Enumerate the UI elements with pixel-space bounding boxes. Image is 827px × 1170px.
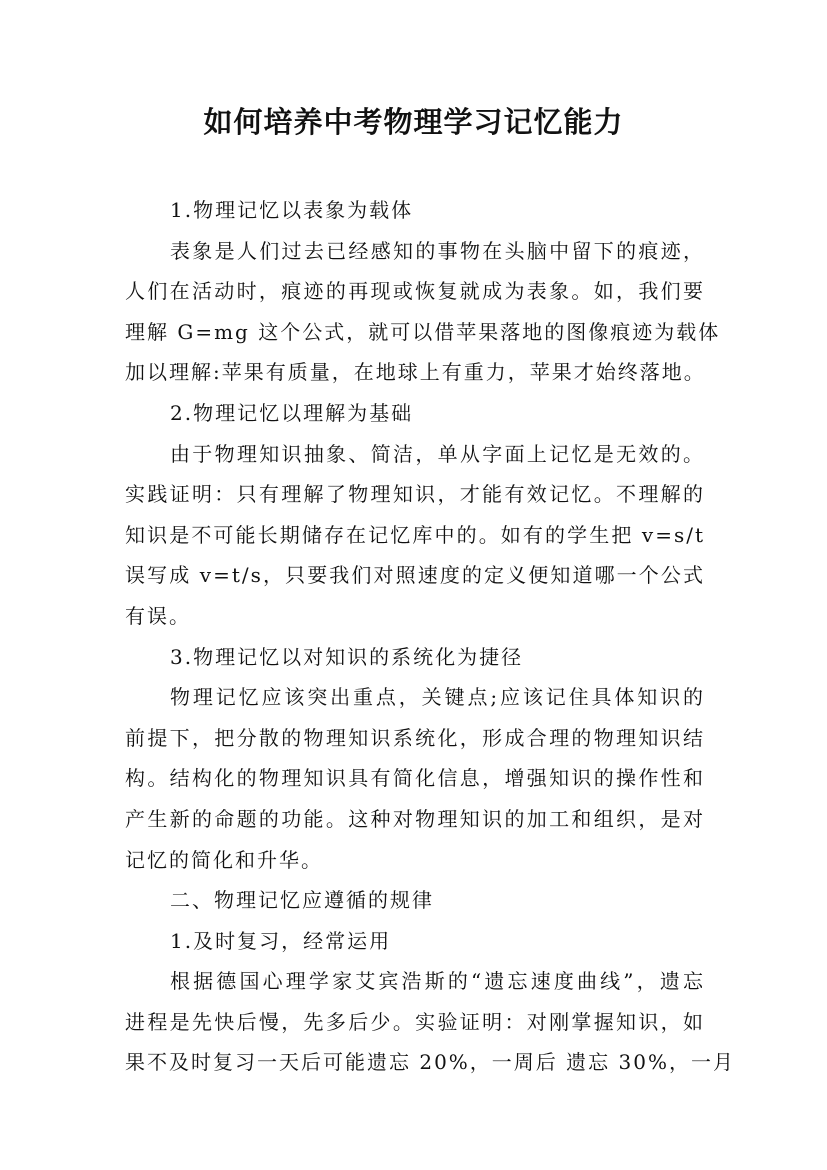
paragraph-line: 理解 G=mg 这个公式，就可以借苹果落地的图像痕迹为载体 bbox=[125, 319, 721, 344]
section-heading: 二、物理记忆应遵循的规律 bbox=[170, 888, 434, 913]
paragraph-line: 误写成 v=t/s，只要我们对照速度的定义便知道哪一个公式 bbox=[125, 563, 705, 588]
paragraph-line: 物理记忆应该突出重点，关键点;应该记住具体知识的 bbox=[170, 685, 705, 710]
section-heading: 1.及时复习，经常运用 bbox=[170, 928, 392, 953]
paragraph-line: 加以理解:苹果有质量，在地球上有重力，苹果才始终落地。 bbox=[125, 360, 706, 385]
paragraph-line: 表象是人们过去已经感知的事物在头脑中留下的痕迹， bbox=[170, 238, 705, 263]
paragraph-line: 果不及时复习一天后可能遗忘 20%，一周后 遗忘 30%，一月 bbox=[125, 1050, 735, 1075]
paragraph-line: 前提下，把分散的物理知识系统化，形成合理的物理知识结 bbox=[125, 725, 705, 750]
paragraph-line: 人们在活动时，痕迹的再现或恢复就成为表象。如，我们要 bbox=[125, 279, 705, 304]
paragraph-line: 进程是先快后慢，先多后少。实验证明：对刚掌握知识，如 bbox=[125, 1009, 705, 1034]
paragraph-line: 构。结构化的物理知识具有简化信息，增强知识的操作性和 bbox=[125, 766, 705, 791]
paragraph-line: 知识是不可能长期储存在记忆库中的。如有的学生把 v=s/t bbox=[125, 522, 705, 547]
document-body bbox=[125, 190, 735, 1083]
document-title: 如何培养中考物理学习记忆能力 bbox=[203, 105, 624, 139]
section-heading: 2.物理记忆以理解为基础 bbox=[170, 400, 414, 425]
paragraph-line: 实践证明：只有理解了物理知识，才能有效记忆。不理解的 bbox=[125, 482, 705, 507]
paragraph-line: 由于物理知识抽象、简洁，单从字面上记忆是无效的。 bbox=[170, 441, 705, 466]
paragraph-line: 产生新的命题的功能。这种对物理知识的加工和组织，是对 bbox=[125, 806, 705, 831]
section-heading: 3.物理记忆以对知识的系统化为捷径 bbox=[170, 644, 524, 669]
paragraph-line: 记忆的简化和升华。 bbox=[125, 847, 323, 872]
paragraph-line: 有误。 bbox=[125, 603, 191, 628]
section-heading: 1.物理记忆以表象为载体 bbox=[170, 198, 414, 222]
paragraph-line: 根据德国心理学家艾宾浩斯的“遗忘速度曲线”，遗忘 bbox=[170, 969, 705, 994]
